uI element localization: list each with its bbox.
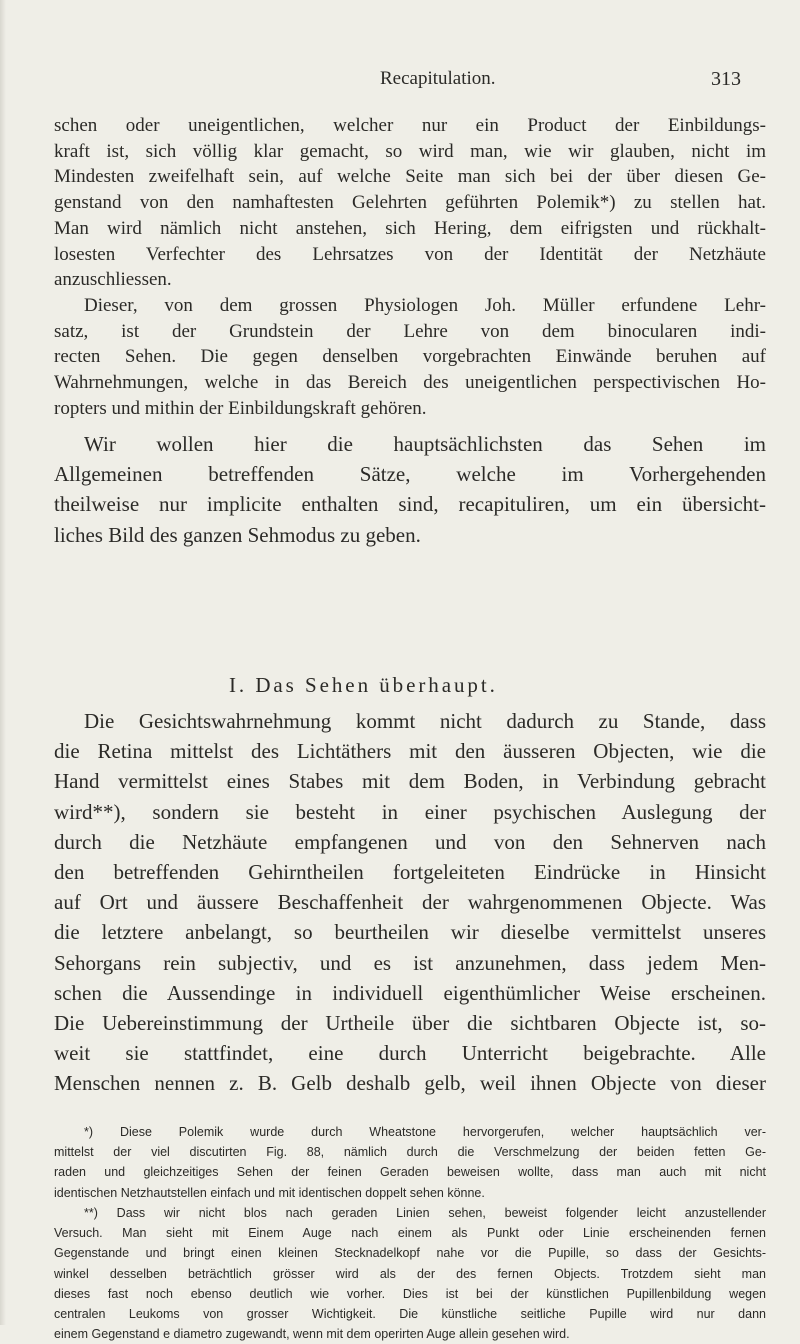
text-line: auf Ort und äussere Beschaffenheit der wahrgenommenen Objecte. Was [54,890,766,915]
footnote-line: einem Gegenstand e diametro zugewandt, wenn mit dem operirten Auge allein gesehen wird. [54,1327,570,1342]
text-line: Hand vermittelst eines Stabes mit dem Boden, in Verbindung gebracht [54,769,766,794]
text-line: schen oder uneigentlichen, welcher nur ein Product der Einbildungs- [54,115,766,136]
page-header [0,68,800,92]
text-line: liches Bild des ganzen Sehmodus zu geben. [54,522,421,547]
text-line: genstand von den namhaftesten Gelehrten geführten Polemik*) zu stellen hat. [54,192,766,214]
text-line: die Retina mittelst des Lichtäthers mit den äusseren Objecten, wie die [54,739,766,764]
footnote-line: identischen Netzhautstellen einfach und mit identischen doppelt sehen könne. [54,1185,485,1200]
text-line: losesten Verfechter des Lehrsatzes von der Identität der Netzhäute [54,243,766,265]
text-line: Menschen nennen z. B. Gelb deshalb gelb, weil ihnen Objecte von dieser [54,1071,766,1096]
footnote-line: *) Diese Polemik wurde durch Wheatstone hervorgerufen, welcher hauptsächlich ver- [84,1125,766,1139]
running-title: Recapitulation. [380,68,496,89]
text-line: schen die Aussendinge in individuell eigenthümlicher Weise erscheinen. [54,980,766,1005]
text-line: Wahrnehmungen, welche in das Bereich des uneigentlichen perspectivischen Ho- [54,372,766,394]
footnote-line: **) Dass wir nicht blos nach geraden Linien sehen, beweist folgender leicht anzustellender [84,1206,766,1220]
footnote-line: Gegenstande und bringt einen kleinen Stecknadelkopf nahe vor die Pupille, so dass der Gesichts- [54,1246,766,1261]
paragraph-1 [54,113,766,293]
text-line: anzuschliessen. [54,269,172,291]
page-gutter-shadow [0,0,6,1325]
text-line: die letztere anbelangt, so beurtheilen wir dieselbe vermittelst unseres [54,920,766,945]
text-line: satz, ist der Grundstein der Lehre von dem binocularen indi- [54,320,766,342]
paragraph-3 [54,429,766,550]
text-line: Allgemeinen betreffenden Sätze, welche im Vorhergehenden [54,462,766,487]
footnote-line: mittelst der viel discutirten Fig. 88, nämlich durch die Verschmelzung der beiden fetten Ge- [54,1145,766,1160]
section-heading: I. Das Sehen überhaupt. [229,673,498,697]
text-line: Dieser, von dem grossen Physiologen Joh. Müller erfundene Lehr- [84,295,766,316]
footnote-2 [54,1203,766,1344]
text-line: den betreffenden Gehirntheilen fortgeleiteten Eindrücke in Hinsicht [54,860,766,885]
text-line: wird**), sondern sie besteht in einer psychischen Auslegung der [54,799,766,824]
page-number: 313 [711,68,741,90]
text-line: Sehorgans rein subjectiv, und es ist anzunehmen, dass jedem Men- [54,950,766,975]
text-line: Die Gesichtswahrnehmung kommt nicht dadurch zu Stande, dass [84,709,766,733]
text-line: kraft ist, sich völlig klar gemacht, so wird man, wie wir glauben, nicht im [54,140,766,162]
paragraph-4 [54,706,766,1099]
text-line: recten Sehen. Die gegen denselben vorgebrachten Einwände beruhen auf [54,346,766,368]
text-line: Die Uebereinstimmung der Urtheile über die sichtbaren Objecte ist, so- [54,1011,766,1036]
text-line: durch die Netzhäute empfangenen und von den Sehnerven nach [54,829,766,854]
footnote-line: dieses fast noch ebenso deutlich wie vorher. Dies ist bei der künstlichen Pupillenbildung wegen [54,1286,766,1301]
text-line: theilweise nur implicite enthalten sind, recapituliren, um ein übersicht- [54,492,766,517]
footnote-line: centralen Leukoms von grosser Wichtigkeit. Die künstliche seitliche Pupille wird nur dann [54,1307,766,1322]
footnote-line: Versuch. Man sieht mit Einem Auge nach einem als Punkt oder Linie erscheinenden fernen [54,1226,766,1241]
footnote-1 [54,1122,766,1203]
text-line: Man wird nämlich nicht anstehen, sich Hering, dem eifrigsten und rückhalt- [54,217,766,239]
text-line: Mindesten zweifelhaft sein, auf welche Seite man sich bei der über diesen Ge- [54,166,766,188]
footnote-line: raden und gleichzeitiges Sehen der feinen Geraden beweisen wollte, dass man auch mit nicht [54,1165,766,1180]
text-line: Wir wollen hier die hauptsächlichsten das Sehen im [84,432,766,456]
footnote-line: winkel desselben beträchtlich grösser wird als der des fernen Objects. Trotzdem sieht man [54,1266,766,1281]
paragraph-2 [54,293,766,422]
text-line: weit sie stattfindet, eine durch Unterricht beigebrachte. Alle [54,1041,766,1066]
text-line: ropters und mithin der Einbildungskraft gehören. [54,397,427,419]
